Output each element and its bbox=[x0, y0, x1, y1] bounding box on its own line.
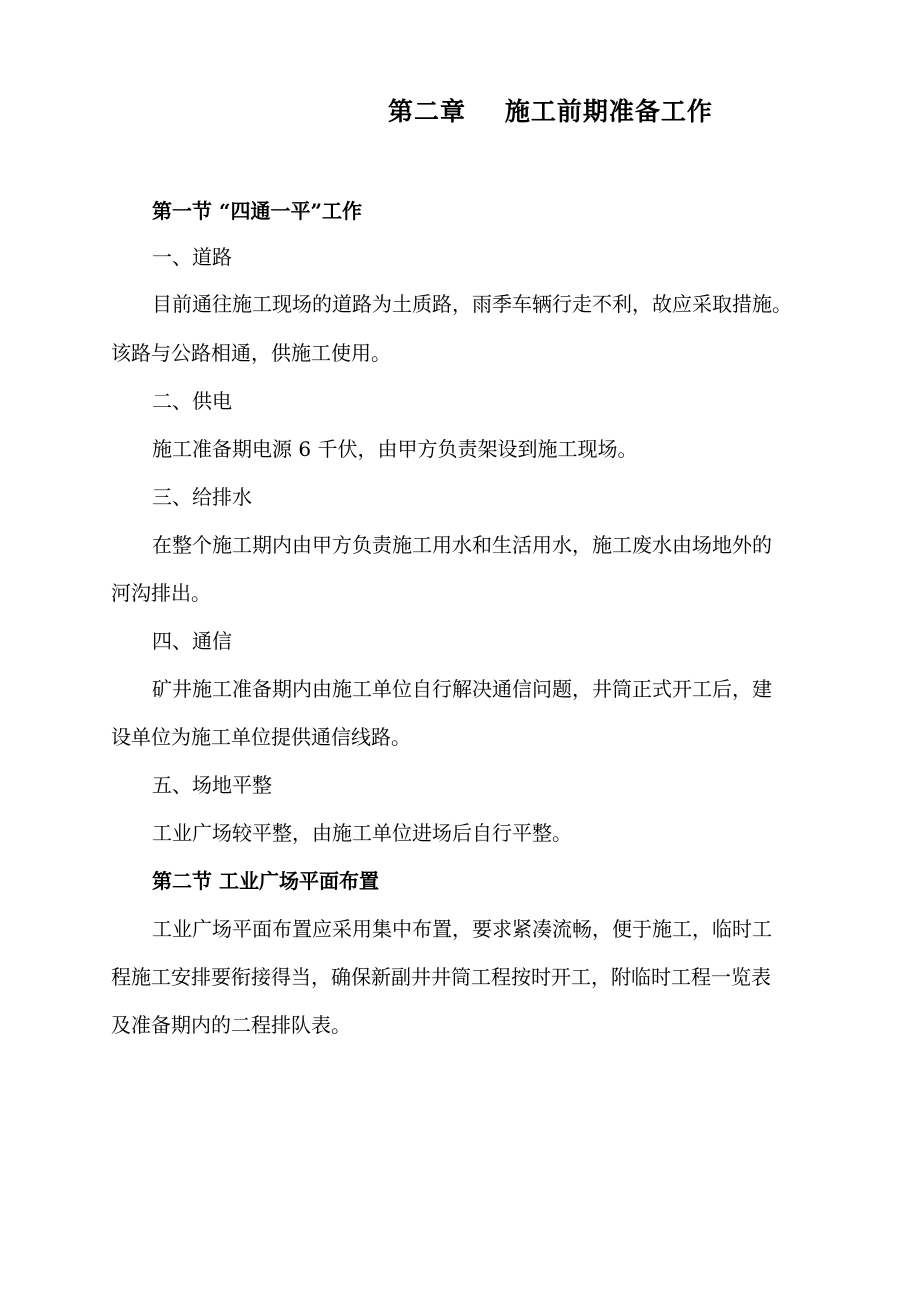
paragraph-communication-line-1: 矿井施工准备期内由施工单位自行解决通信问题，井筒正式开工后，建 bbox=[152, 677, 772, 701]
paragraph-water-line-1: 在整个施工期内由甲方负责施工用水和生活用水，施工废水由场地外的 bbox=[152, 533, 772, 557]
chapter-title: 第二章 施工前期准备工作 bbox=[388, 97, 713, 126]
paragraph-communication-line-2: 设单位为施工单位提供通信线路。 bbox=[111, 725, 411, 749]
subheading-communication: 四、通信 bbox=[152, 629, 232, 653]
paragraph-layout-line-2: 程施工安排要衔接得当，确保新副井井筒工程按时开工，附临时工程一览表 bbox=[111, 965, 771, 989]
subheading-power: 二、供电 bbox=[152, 389, 232, 413]
paragraph-water-line-2: 河沟排出。 bbox=[111, 581, 211, 605]
paragraph-site-leveling-line-1: 工业广场较平整，由施工单位进场后自行平整。 bbox=[152, 821, 572, 845]
paragraph-road-line-1: 目前通往施工现场的道路为土质路，雨季车辆行走不利，故应采取措施。 bbox=[152, 292, 792, 316]
paragraph-power-line-1: 施工准备期电源 6 千伏，由甲方负责架设到施工现场。 bbox=[152, 437, 638, 461]
section-heading-1: 第一节 “四通一平”工作 bbox=[152, 199, 362, 223]
paragraph-layout-line-1: 工业广场平面布置应采用集中布置，要求紧凑流畅，便于施工，临时工 bbox=[152, 917, 772, 941]
paragraph-layout-line-3: 及准备期内的二程排队表。 bbox=[111, 1013, 351, 1037]
paragraph-road-line-2: 该路与公路相通，供施工使用。 bbox=[111, 341, 391, 365]
section-heading-2: 第二节 工业广场平面布置 bbox=[152, 869, 379, 893]
subheading-water: 三、给排水 bbox=[152, 485, 252, 509]
subheading-site-leveling: 五、场地平整 bbox=[152, 773, 272, 797]
subheading-road: 一、道路 bbox=[152, 245, 232, 269]
